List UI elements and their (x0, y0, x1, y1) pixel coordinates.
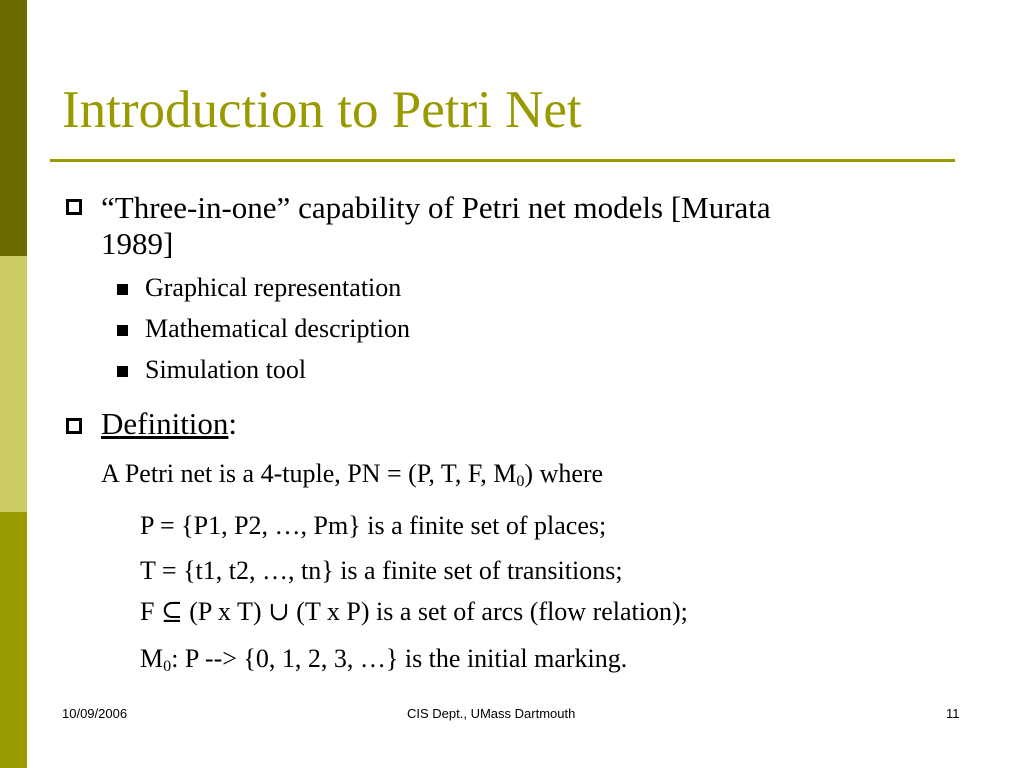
hollow-square-bullet-icon (66, 199, 82, 215)
filled-square-bullet-icon (117, 366, 128, 377)
marking-subscript: 0 (163, 658, 172, 676)
definition-colon: : (228, 406, 238, 441)
bullet-three-in-one-line1: “Three-in-one” capability of Petri net models [Murata (101, 190, 771, 225)
side-bar-top (0, 0, 27, 256)
subitem-mathematical: Mathematical description (145, 314, 410, 343)
side-bar-bottom (0, 512, 27, 768)
bullet-definition (101, 406, 237, 442)
marking-m: M (140, 644, 164, 673)
definition-label: Definition (101, 406, 229, 441)
union-symbol: ∪ (268, 597, 290, 626)
tuple-text-end: ) where (524, 459, 604, 488)
arcs-text-1: F (140, 597, 161, 626)
filled-square-bullet-icon (117, 325, 128, 336)
tuple-text: A Petri net is a 4-tuple, PN = (P, T, F, M (101, 459, 517, 488)
arcs-text-2: (P x T) (182, 597, 268, 626)
tuple-subscript: 0 (516, 473, 525, 491)
definition-places: P = {P1, P2, …, Pm} is a finite set of places; (140, 511, 607, 540)
hollow-square-bullet-icon (66, 418, 82, 434)
subitem-graphical: Graphical representation (145, 273, 402, 302)
slide-title: Introduction to Petri Net (62, 81, 582, 139)
marking-text: : P --> {0, 1, 2, 3, …} is the initial marking. (171, 644, 628, 673)
definition-transitions: T = {t1, t2, …, tn} is a finite set of transitions; (140, 556, 623, 585)
title-divider (50, 159, 955, 162)
definition-tuple (101, 459, 603, 489)
arcs-text-3: (T x P) is a set of arcs (flow relation); (289, 597, 688, 626)
footer-date: 10/09/2006 (62, 706, 128, 721)
footer-department: CIS Dept., UMass Dartmouth (407, 706, 576, 721)
side-bar-middle (0, 256, 27, 512)
bullet-three-in-one-line2: 1989] (101, 226, 174, 261)
filled-square-bullet-icon (117, 284, 128, 295)
subseteq-symbol: ⊆ (160, 597, 183, 626)
subitem-simulation: Simulation tool (145, 355, 307, 384)
definition-arcs (140, 597, 688, 627)
footer-page-number: 11 (946, 706, 960, 721)
definition-marking (140, 644, 627, 674)
